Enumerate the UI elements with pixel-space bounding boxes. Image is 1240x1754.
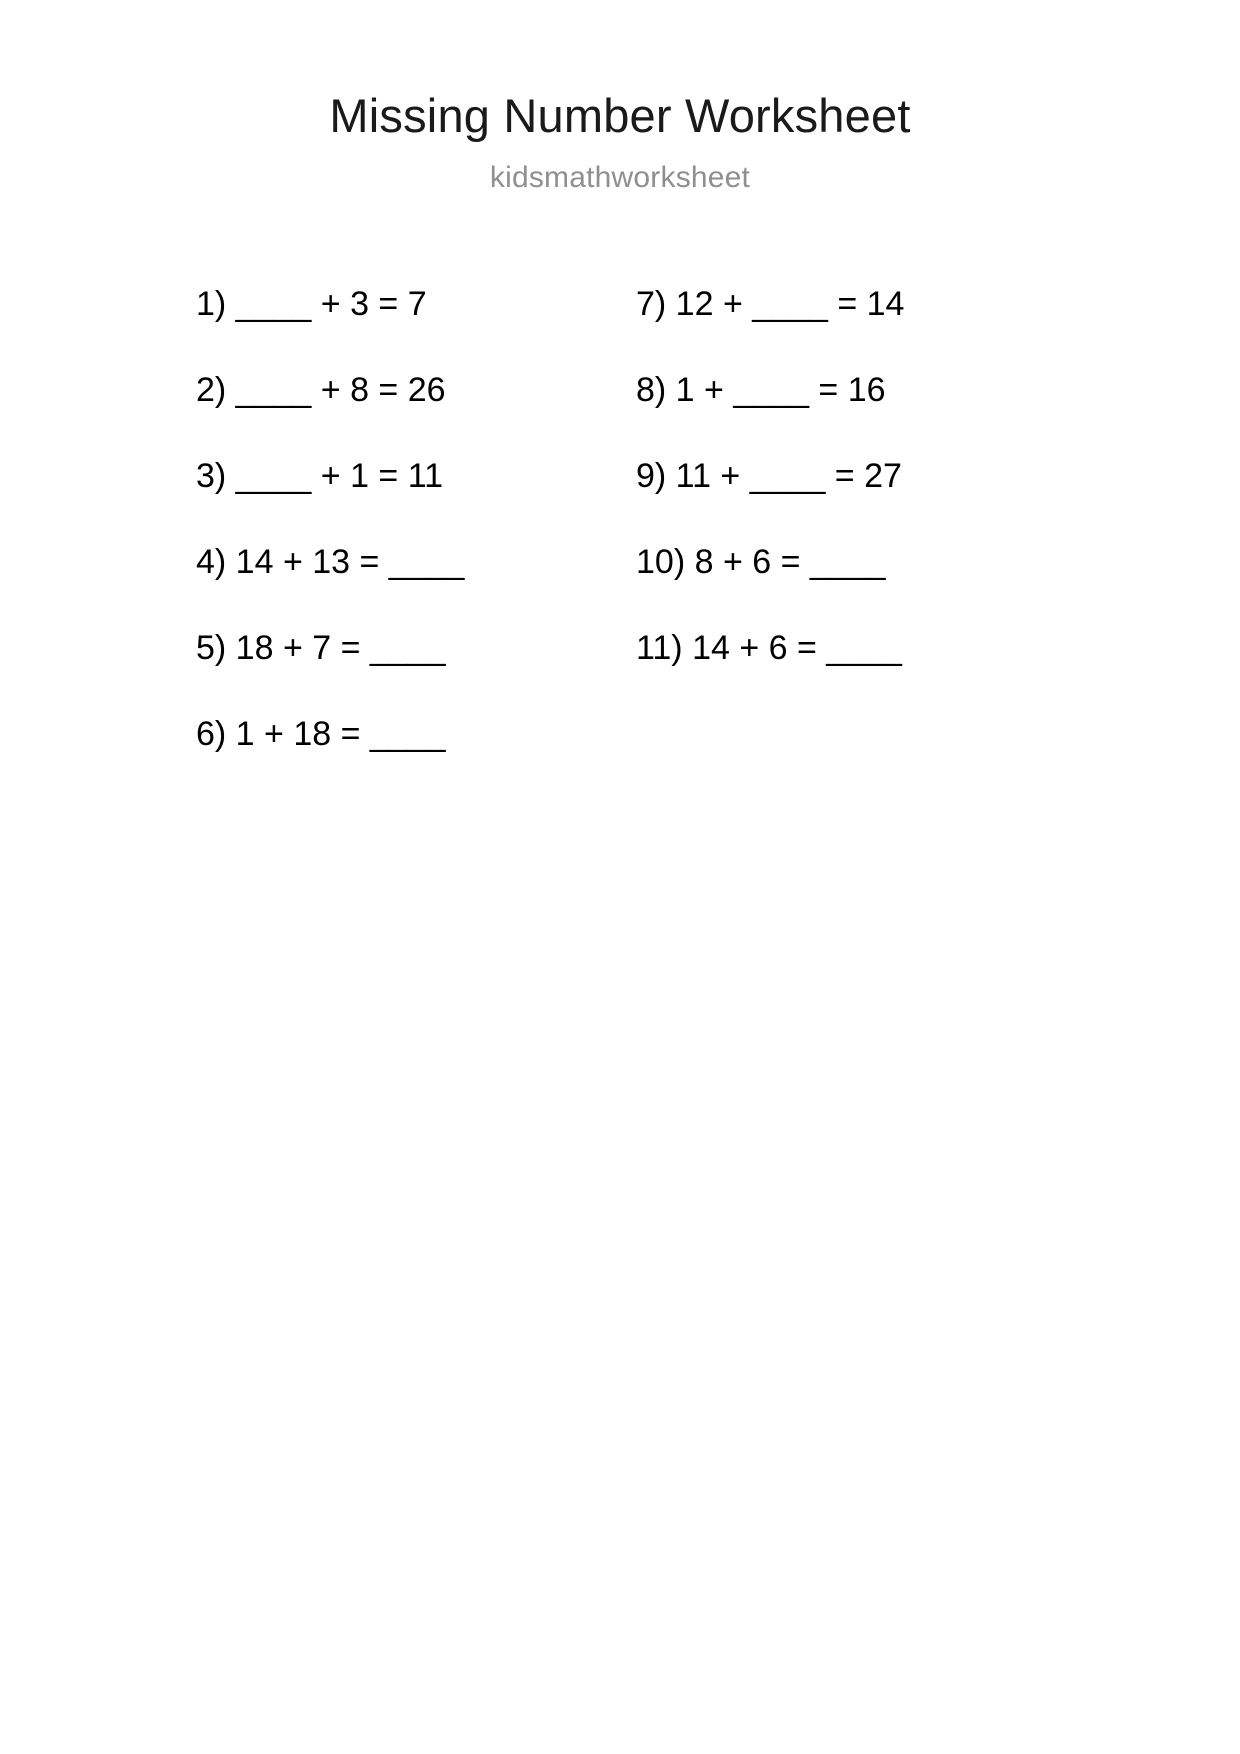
problem-item: 9) 11 + ____ = 27 — [636, 457, 902, 495]
problem-item: 6) 1 + 18 = ____ — [196, 715, 446, 753]
problem-item: 5) 18 + 7 = ____ — [196, 629, 446, 667]
problem-item: 7) 12 + ____ = 14 — [636, 285, 905, 323]
problem-item: 1) ____ + 3 = 7 — [196, 285, 427, 323]
problem-item: 3) ____ + 1 = 11 — [196, 457, 444, 495]
problem-list — [0, 287, 1240, 803]
problem-column-right — [636, 287, 1076, 717]
problem-item: 10) 8 + 6 = ____ — [636, 543, 886, 581]
problem-item: 2) ____ + 8 = 26 — [196, 371, 446, 409]
problem-item: 8) 1 + ____ = 16 — [636, 371, 886, 409]
problem-column-left — [196, 287, 636, 803]
problem-item: 4) 14 + 13 = ____ — [196, 543, 465, 581]
page-subtitle: kidsmathworksheet — [489, 161, 751, 194]
problem-item: 11) 14 + 6 = ____ — [636, 629, 902, 667]
page-title: Missing Number Worksheet — [329, 89, 911, 142]
